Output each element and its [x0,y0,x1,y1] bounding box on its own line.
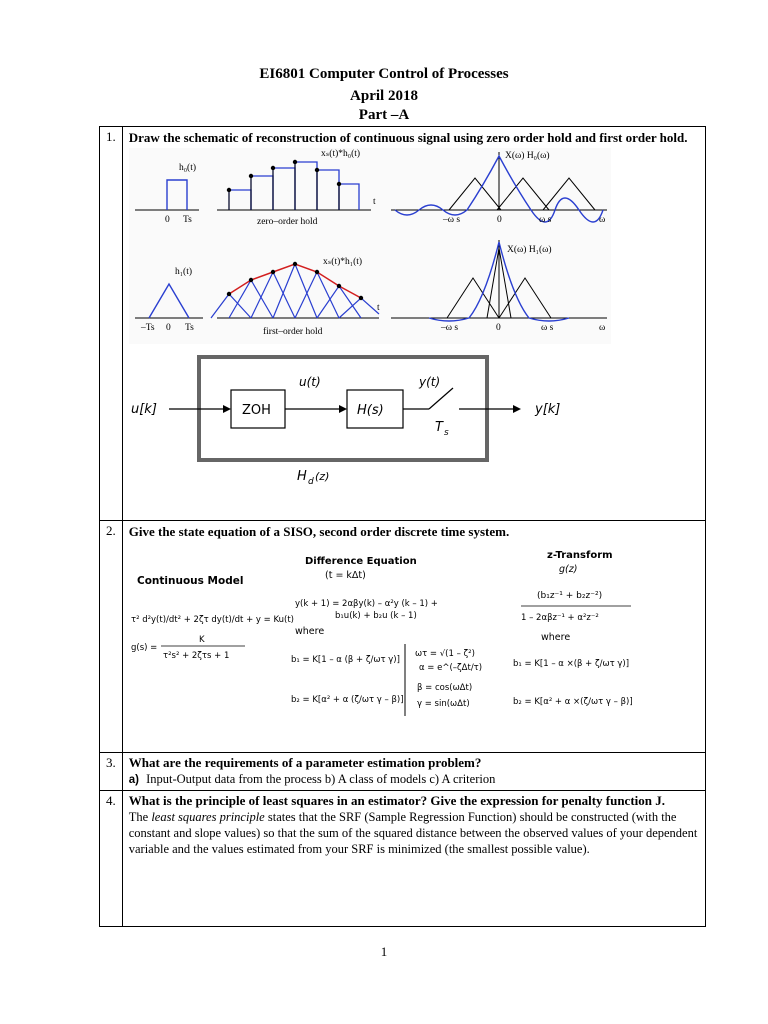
question-text: What are the requirements of a parameter estimation problem? [128,755,482,770]
z-b1-expression: b₁ = K[1 – α ×(β + ζ/ωτ γ)] [512,659,629,669]
question-text: Draw the schematic of reconstruction of continuous signal using zero order hold and first order hold. [128,130,688,145]
ts-label: Ts [184,323,194,333]
answer-post: states that the SRF (Sample Regression Function) should be constructed (with the constant and slope values) so that the sum of the squared distance between the observed values of your dependent variable and the values estimated from your SRF is minimized (the smallest possible value). [128,810,698,856]
zoh-block-diagram [129,354,699,489]
sampler-switch-icon [429,388,453,409]
continuous-tf-lhs: g(s) = [130,643,158,653]
question-number: 4. [100,791,123,927]
b2-expression: b₂ = K[α² + α (ζ/ωτ γ – β)] [290,695,404,705]
hd-label: H [296,469,307,484]
continuous-tf-den: τ²s² + 2ζτs + 1 [162,651,230,661]
question-text: Give the state equation of a SISO, second order discrete time system. [128,524,510,539]
page-number: 1 [380,944,388,959]
h1-label: h₁(t) [174,267,192,277]
z-transform-title: z-Transform [546,550,613,561]
omega-tau-eq: ωτ = √(1 – ζ²) [414,649,475,659]
question-row-2 [100,521,706,753]
z-tf-num: (b₁z⁻¹ + b₂z⁻²) [536,591,602,601]
omega-label: ω [598,323,606,333]
uk-label: u[k] [130,402,157,417]
difference-eq-line2: b₁u(k) + b₂u (k – 1) [334,611,417,621]
question-cell [122,127,705,521]
difference-eq-title: Difference Equation [304,556,417,567]
question-row-1 [100,127,706,521]
zero-label: 0 [495,323,501,333]
zoh-caption: zero–order hold [256,217,318,227]
z-tf-den: 1 – 2αβz⁻¹ + α²z⁻² [520,613,599,623]
doc-date: April 2018 [350,88,418,104]
t-label: t [376,303,380,313]
hd-arg: (z) [314,470,330,483]
xs-h1-label: xₛ(t)*h₁(t) [322,257,362,267]
zero-label: 0 [496,215,502,225]
question-cell [122,521,705,753]
ut-label: u(t) [298,375,321,389]
gamma-eq: γ = sin(ωΔt) [416,699,470,709]
neg-ws-label: –ω s [440,323,458,333]
yt-label: y(t) [418,375,440,389]
pos-ws-label: ω s [540,323,554,333]
question-number: 2. [100,521,123,753]
z-where-label: where [540,632,570,643]
question-number: 1. [100,127,123,521]
arrow-icon [223,405,231,413]
answer-body: Input-Output data from the process b) A class of models c) A criterion [146,772,496,786]
question-number: 3. [100,753,123,791]
z-b2-expression: b₂ = K[α² + α ×(ζ/ωτ γ – β)] [512,697,633,707]
answer-emphasis: least squares principle [151,810,265,824]
hs-label: H(s) [356,403,384,418]
ts-label: Ts [182,215,192,225]
xs-h0-label: xₛ(t)*h₀(t) [320,149,360,159]
pos-ws-label: ω s [538,215,552,225]
neg-ws-label: –ω s [442,215,460,225]
ts-subscript: s [443,428,449,438]
question-table [99,126,706,927]
beta-eq: β = cos(ωΔt) [416,683,472,693]
X-H0-label: X(ω) H₀(ω) [504,151,550,161]
question-cell [122,753,705,791]
answer-pre: The [128,810,152,824]
arrow-icon [339,405,347,413]
state-equation-figure [129,544,649,744]
answer-text [129,771,699,788]
t-label: t [372,197,376,207]
zero-label: 0 [164,215,170,225]
foh-caption: first–order hold [262,327,323,337]
question-cell [122,791,705,927]
question-row-4 [100,791,706,927]
continuous-model-title: Continuous Model [136,575,244,587]
ts-label: T [434,420,443,435]
hd-subscript: d [307,477,314,487]
b1-expression: b₁ = K[1 – α (β + ζ/ωτ γ)] [290,655,400,665]
difference-eq-subtitle: (t = kΔt) [324,570,366,581]
answer-marker: a) [128,774,139,786]
question-text: What is the principle of least squares in an estimator? Give the expression for penalty function J. [128,793,665,808]
arrow-icon [513,405,521,413]
X-H1-label: X(ω) H₁(ω) [506,245,552,255]
alpha-eq: α = e^(–ζΔt/τ) [418,663,482,673]
doc-title: EI6801 Computer Control of Processes [259,66,509,82]
continuous-tf-num: K [198,635,205,645]
where-label: where [294,626,324,637]
doc-part: Part –A [358,107,410,123]
yk-label: y[k] [534,402,561,417]
h0-label: h₀(t) [178,163,196,173]
continuous-ode: τ² d²y(t)/dt² + 2ζτ dy(t)/dt + y = Ku(t) [130,615,294,625]
omega-label: ω [598,215,606,225]
reconstruction-figure [129,148,611,344]
zero-label: 0 [165,323,171,333]
zoh-label: ZOH [241,403,271,418]
answer-text [129,809,699,857]
z-transform-subtitle: g(z) [558,564,578,575]
neg-ts-label: –Ts [140,323,155,333]
question-row-3 [100,753,706,791]
difference-eq-line1: y(k + 1) = 2αβy(k) – α²y (k – 1) + [294,599,438,609]
